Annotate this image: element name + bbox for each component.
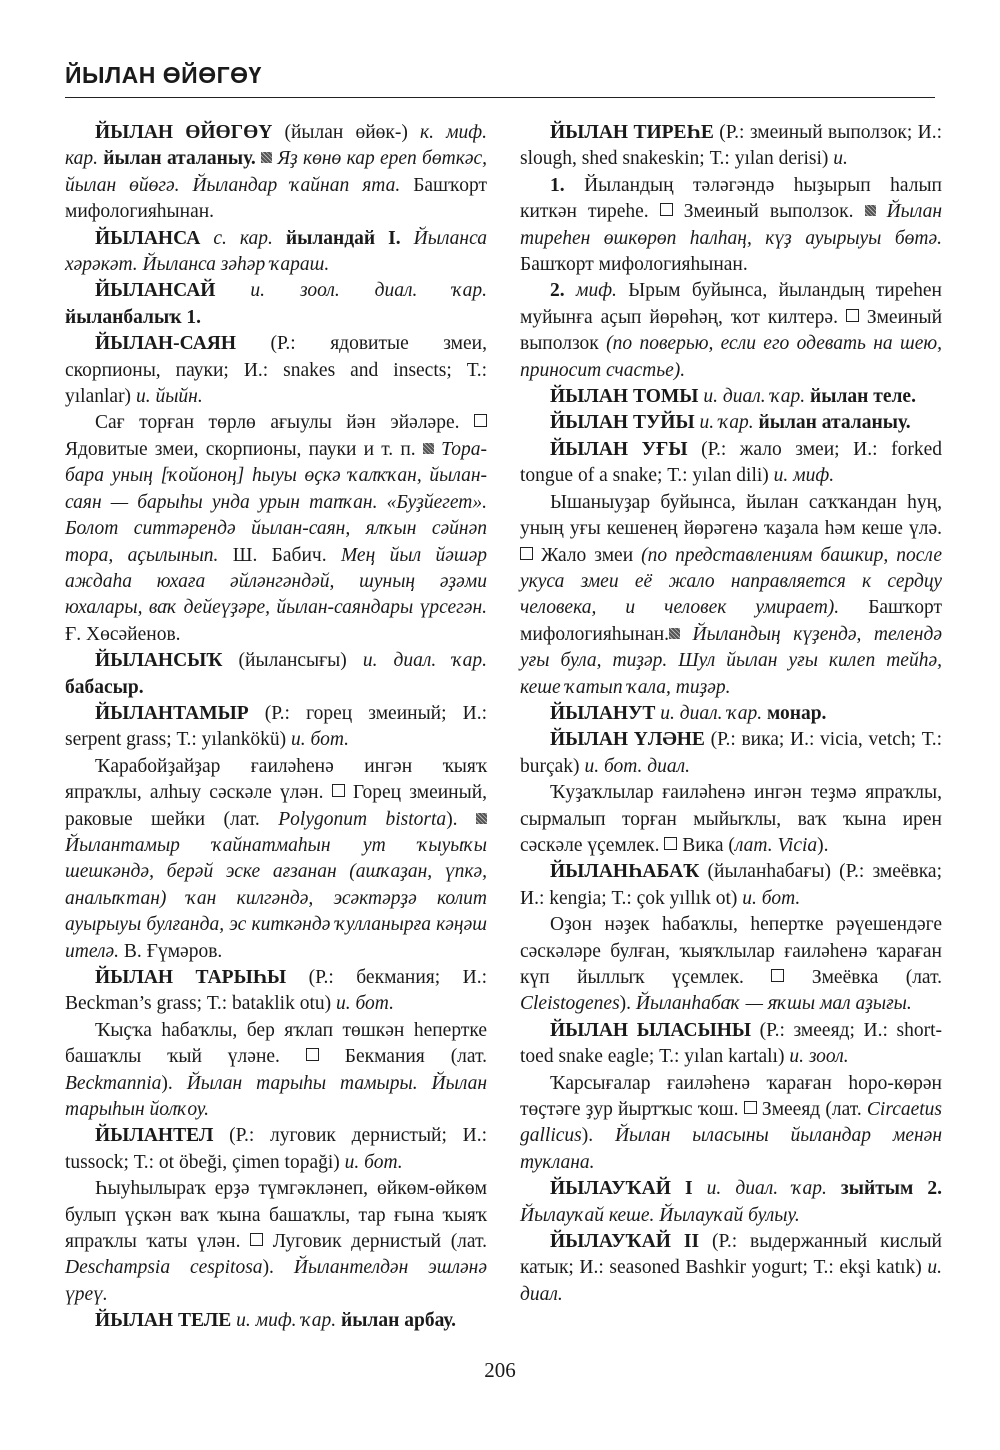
hatched-square-icon [261,152,272,163]
entry-sense [65,1018,487,1124]
grammar-label: с. кар. [200,227,273,249]
example: Йылан тиреһен өшкөрөп һалһаң, күҙ ауырыуы бөтә. [520,201,943,249]
example-source: Башҡорт мифологияһынан. [520,254,748,276]
header-rule [65,97,935,98]
definition: зыйтым 2. [826,1178,942,1200]
example: Йылан ыласыны йыландар менән туклана. [520,1125,942,1173]
example: Тора-бара уның [ҡойоноң] һыуы өҫкә ҡалҡҡан, йылан-саян — барыһы унда урын тапҡан. «Буҙйегет». Болот ситтәрендә йылан-саян, ялҡын сәйнәп тора, аҫылынып. [65,438,487,566]
headword: ЙЫЛАНҺАБАҠ [550,861,700,883]
headword: ЙЫЛАНСА [95,227,201,249]
white-square-icon [744,1101,757,1114]
headword: ЙЫЛАНТАМЫР [95,702,249,724]
definition: бабасыр. [65,676,144,698]
right-column [520,120,942,1308]
entry-sense [520,912,942,1018]
entry-note: (Р.: выдержанный кислый катык; И.: seasoned Bashkir yogurt; Т.: ekşi katık) [520,1231,942,1279]
entry-sense [65,754,487,965]
hatched-square-icon [669,628,680,639]
white-square-icon [520,547,533,560]
headword: ЙЫЛАН-САЯН [95,333,237,355]
grammar-label: и. миф. ҡар. [231,1310,337,1332]
dictionary-entry [520,437,942,490]
grammar-label: и. йыйн. [135,386,203,408]
definition-text: Ышаныуҙар буйынса, йылан саҡҡандан һуң, уның уғы кешенең йөрәгенә ҡаҙала һәм кеше үлә. [520,491,942,540]
entry-note: (Р.: вика; И.: vicia, vetch; Т.: burçak) [520,729,942,777]
grammar-label: и. миф. [773,465,835,487]
grammar-label: миф. [564,280,617,302]
entry-note: (йылан өйөк-) [272,122,420,143]
headword: ЙЫЛАН ТАРЫҺЫ [95,967,287,988]
grammar-label: и. диал. ҡар. [692,1178,827,1200]
entry-note: (Р.: бекмания; И.: Beckman’s grass; Т.: bataklik otu) [65,967,488,1015]
headword: ЙЫЛАН ӨЙӨГӨҮ [95,122,273,143]
white-square-icon [846,309,859,322]
grammar-label: и. зоол. диал. ҡар. [215,280,487,302]
example-source: Башҡорт мифологияһынан. [65,174,488,223]
entry-sense [520,490,942,701]
white-square-icon [660,203,673,216]
russian-equivalent: Луговик дернистый (лат. [272,1231,487,1253]
dictionary-entry [520,859,942,912]
definition-text: Ҡуҙаҡлылар ғаиләһенә ингән теҙмә япраҡлы, сырмалып торған мыйыҡлы, ваҡ ҡына ирен сәскәле үҫемлек. [520,782,942,856]
russian-equivalent-end: ). [446,808,476,830]
entry-note: (йылансығы) [222,650,363,672]
dictionary-entry [65,1308,487,1334]
grammar-label: и. диал. [520,1257,942,1305]
definition-text: Ҡарабойҙайҙар ғаиләһенә ингән ҡыяҡ япраҡлы, алһыу сәскәле үлән. [65,755,487,804]
russian-equivalent: Змеёвка (лат. [811,967,943,988]
example: Йылантамыр ҡайнатмаһын ут ҡыуыҡы шешкәндә, берәй эске ағзанан (ашҡаҙан, үпкә, аналыҡтан) ҡан килгәндә, эсәктәрҙә колит ауырыуы булғанда, эс киткәндә ҡулланырға кәңәш ителә. [65,834,487,962]
definition-text: Йыландың тәләгәндә һыҙырып һалып киткән тиреһе. [520,174,942,223]
entry-note: (Р.: змеиный выползок; И.: slough, shed snakeskin; Т.: yılan derisi) [520,122,942,170]
grammar-label: и. зоол. [789,1046,849,1068]
definition: йылан аталаныу. [98,148,262,170]
entry-sense [520,173,942,279]
dictionary-entry [65,1123,487,1176]
definition-text: Ҡарсығалар ғаиләһенә ҡараған һоро-көрән төҫтәге ҙур йыртҡыс ҡош. [520,1072,942,1121]
entry-note: (Р.: луговик дернистый; И.: tussock; Т.: ot öbeği, çimen topaği) [65,1125,487,1173]
white-square-icon [771,969,784,982]
definition: йылан аталаныу. [753,412,911,434]
entry-number: 2. [550,280,565,302]
latin-name: Beckmannia [65,1072,162,1094]
grammar-label: и. бот. [336,993,394,1015]
headword: ЙЫЛАН ТУЙЫ [550,412,695,434]
dictionary-entry [65,965,487,1018]
headword: ЙЫЛАУҠАЙ I [550,1178,693,1200]
example-source: Ғ. Хөсәйенов. [65,623,181,645]
grammar-label: и. диал. ҡар. [655,702,763,724]
headword: ЙЫЛАНУТ [550,702,656,724]
latin-name: Circaetus gallicus [520,1099,943,1147]
grammar-label: к. миф. кар. [65,122,487,170]
dictionary-entry [65,331,487,410]
russian-equivalent-end: ). [581,1125,615,1147]
grammar-label: и. бот. [742,887,801,909]
russian-equivalent-end: ). [262,1257,294,1279]
definition-text: Ырым буйынса, йыландың тиреһен муйынға аҫып йөрөһәң, ҡот килтерә. [520,280,942,328]
definition-text: Һыуһылыраҡ ерҙә түмгәкләнеп, өйкөм-өйкөм булып үҫкән ваҡ ҡына башаҡлы, тар ғына ҡыяҡ япраҡлы ҡаты үлән. [65,1178,487,1253]
entry-note: (Р.: жало змеи; И.: forked tongue of a snake; Т.: yılan dili) [520,438,942,487]
grammar-label: и. [833,148,848,170]
dictionary-entry [520,120,942,173]
dictionary-entry [65,226,487,279]
dictionary-entry [520,1229,942,1308]
entry-sense [520,780,942,859]
definition: йылан арбау. [336,1310,457,1332]
entry-note: (Р.: ядовитые змеи, скорпионы, пауки; И.: snakes and insects; Т.: yılanlar) [65,333,487,408]
example: Йылантелдән эшләнә үреү. [65,1257,487,1305]
entry-note: (Р.: горец змеиный; И.: serpent grass; Т.: yılankökü) [65,702,487,751]
dictionary-entry [65,648,487,701]
latin-name: Polygonum bistorta [278,808,447,830]
headword: ЙЫЛАН ТИРЕҺЕ [550,122,714,143]
headword: ЙЫЛАНСАЙ [95,280,216,302]
definition-text: Ҡыҫҡа һабаҡлы, бер яҡлап төшкән һепертке башаҡлы ҡый үләне. [65,1019,487,1068]
dictionary-entry [65,701,487,754]
headword: ЙЫЛАН ТОМЫ [550,386,699,408]
example: Йылауҡай кеше. Йылауҡай булыу. [520,1204,800,1226]
example: Йылан тарыһы тамыры. Йылан тарыһын йолҡоу. [65,1072,487,1121]
headword: ЙЫЛАНСЫҠ [95,650,223,672]
entry-number: 1. [550,174,565,196]
dictionary-entry [520,701,942,727]
dictionary-entry [520,1176,942,1229]
latin-name: Cleistogenes [520,993,620,1015]
latin-name: Deschampsia cespitosa [65,1257,263,1279]
russian-equivalent-end: ). [619,993,636,1015]
example: (по представлениям башкир, после укуса змеи её жало направляется к сердцу человека, и человек умирает). [520,544,942,619]
headword: ЙЫЛАНТЕЛ [95,1125,214,1147]
headword: ЙЫЛАН ТЕЛЕ [95,1310,232,1332]
headword: ЙЫЛАН УҒЫ [550,438,688,460]
dictionary-entry [520,384,942,410]
entry-sense [65,410,487,648]
example: Яҙ көнө кар ереп бөткәс, йылан өйөгә. Йыландар ҡайнап ята. [65,148,488,196]
grammar-label: и. ҡар. [694,412,754,434]
russian-equivalent: Ядовитые змеи, скорпионы, пауки и т. п. [65,438,423,460]
russian-equivalent: Жало змеи [541,544,642,566]
example: Йыландың күҙендә, телендә уғы була, тиҙәр. Шул йылан уғы килеп тейһә, кеше ҡатып ҡала, тиҙәр. [520,623,942,698]
entry-sense [520,278,942,384]
russian-equivalent-end: ). [161,1072,187,1094]
headword: ЙЫЛАУҠАЙ II [550,1231,700,1253]
white-square-icon [306,1048,319,1061]
definition-text: Оҙон нәҙек һабаҡлы, һепертке рәүешендәге сәскәләре булған, ҡыяҡлылар ғаиләһенә ҡараған күп йыллыҡ үҫемлек. [520,914,942,988]
example-source: Ш. Бабич. [218,544,341,566]
hatched-square-icon [476,813,487,824]
left-column [65,120,487,1335]
russian-equivalent: Змеиный выползок. [683,201,865,223]
russian-equivalent: Змеиный выползок [520,306,943,355]
russian-equivalent: Бекмания (лат. [344,1046,487,1068]
grammar-label: и. бот. [291,729,350,751]
headword: ЙЫЛАН ҮЛӘНЕ [550,729,705,751]
latin-name: лат. Vicia [734,834,818,856]
definition: монар. [762,702,827,724]
running-head: ЙЫЛАН ӨЙӨГӨҮ [65,62,262,88]
definition: йыландай I. [272,227,414,249]
grammar-label: и. бот. [344,1151,403,1173]
page-number: 206 [484,1358,516,1382]
grammar-label: и. бот. диал. [584,755,691,777]
headword: ЙЫЛАН ЫЛАСЫНЫ [550,1019,752,1041]
dictionary-entry [520,1018,942,1071]
dictionary-entry [520,727,942,780]
white-square-icon [474,414,487,427]
grammar-label: и. диал. ҡар. [362,650,487,672]
hatched-square-icon [423,443,434,454]
example: (по поверью, если его одевать на шею, приносит счастье). [520,333,943,381]
hatched-square-icon [865,205,876,216]
dictionary-entry [65,278,487,331]
definition: йылан теле. [805,386,916,408]
entry-sense [520,1071,942,1177]
example: Мең йыл йәшәр аждаһа юхаға әйләнгәндәй, шуның әҙәми юхалары, ваҡ дейеүҙәре, йылан-саяндары үрсегән. [65,544,487,619]
russian-equivalent: Змееяд (лат. [761,1099,867,1121]
definition-text: Сағ торған төрлө ағыулы йән эйәләре. [95,412,474,434]
dictionary-entry [65,120,487,226]
example: Йыланса хәрәкәт. Йыланса зәһәр ҡараш. [65,227,488,276]
white-square-icon [250,1233,263,1246]
entry-note: (йыланһабағы) (Р.: змеёвка; И.: kengia; Т.: çok yıllık ot) [520,861,942,909]
russian-equivalent: Вика ( [682,834,735,856]
example: Йыланһабаҡ — яҡшы мал аҙығы. [635,993,912,1015]
dictionary-entry [520,410,942,436]
example-source: Башҡорт мифологияһынан. [520,597,942,645]
white-square-icon [664,837,677,850]
example-source: В. Ғүмәров. [119,940,223,962]
russian-equivalent-end: ). [817,834,829,856]
white-square-icon [332,784,345,797]
russian-equivalent: Горец змеиный, раковые шейки (лат. [65,782,488,830]
definition: йыланбалыҡ 1. [65,306,202,328]
grammar-label: и. диал. ҡар. [698,386,806,408]
entry-note: (Р.: змееяд; И.: short-toed snake eagle; Т.: yılan kartalı) [520,1019,942,1068]
entry-sense [65,1176,487,1308]
